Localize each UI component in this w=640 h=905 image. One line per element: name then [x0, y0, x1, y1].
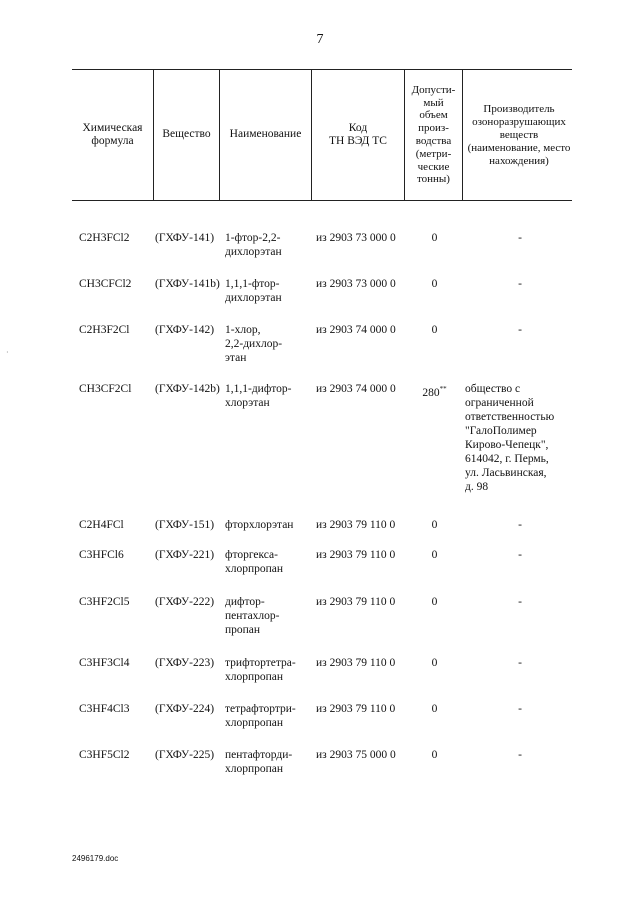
cell-code-text: из 2903 79 110 0	[316, 703, 396, 715]
cell-volume-text: 0	[431, 519, 438, 531]
cell-producer-text: -	[518, 232, 522, 244]
cell-code	[316, 323, 406, 337]
cell-substance	[155, 231, 219, 245]
cell-formula-text: C3HFCl6	[79, 549, 124, 561]
cell-volume	[407, 382, 462, 400]
cell-volume	[407, 656, 462, 670]
cell-name-text: тетрафтортри- хлорпропан	[225, 703, 296, 729]
cell-name	[225, 548, 315, 576]
cell-formula-text: C3HF3Cl4	[79, 657, 130, 669]
cell-producer-text: -	[518, 749, 522, 761]
cell-producer-text: -	[518, 596, 522, 608]
cell-formula	[79, 518, 155, 532]
cell-code-text: из 2903 74 000 0	[316, 324, 396, 336]
cell-volume	[407, 323, 462, 337]
cell-volume	[407, 702, 462, 716]
header-producer: Производитель озоноразрушающих веществ (наименование, место нахождения)	[467, 102, 571, 167]
header-formula: Химическая формула	[82, 121, 143, 147]
cell-volume-text: 0	[431, 232, 438, 244]
cell-producer-text: -	[518, 519, 522, 531]
cell-volume	[407, 231, 462, 245]
cell-name-text: фторхлорэтан	[225, 519, 294, 531]
cell-formula-text: CH3CFCl2	[79, 278, 132, 290]
cell-name-text: трифтортетра- хлорпропан	[225, 657, 296, 683]
cell-producer	[465, 323, 575, 337]
cell-volume	[407, 277, 462, 291]
volume-footnote-mark: **	[439, 385, 447, 393]
cell-substance	[155, 277, 219, 291]
cell-code	[316, 382, 406, 396]
cell-name-text: 1,1,1-дифтор- хлорэтан	[225, 383, 292, 409]
cell-code	[316, 595, 406, 609]
cell-volume	[407, 748, 462, 762]
cell-name	[225, 277, 315, 305]
cell-volume-text: 0	[431, 324, 438, 336]
cell-code	[316, 702, 406, 716]
cell-formula	[79, 382, 155, 396]
cell-formula	[79, 656, 155, 670]
cell-volume-text: 0	[431, 703, 438, 715]
cell-substance	[155, 518, 219, 532]
cell-producer-text: -	[518, 324, 522, 336]
cell-code-text: из 2903 73 000 0	[316, 232, 396, 244]
cell-substance-text: (ГХФУ-224)	[155, 703, 215, 715]
cell-producer	[465, 595, 575, 609]
cell-formula	[79, 231, 155, 245]
header-bottom-rule	[72, 200, 572, 201]
cell-formula-text: C3HF4Cl3	[79, 703, 130, 715]
cell-substance	[155, 382, 219, 396]
cell-name-text: 1-хлор, 2,2-дихлор- этан	[225, 324, 283, 364]
cell-code	[316, 548, 406, 562]
cell-volume-text: 0	[431, 596, 438, 608]
cell-volume	[407, 595, 462, 609]
cell-volume	[407, 518, 462, 532]
cell-name-text: пентафторди- хлорпропан	[225, 749, 293, 775]
cell-substance-text: (ГХФУ-142b)	[155, 383, 220, 395]
cell-volume-text: 0	[431, 657, 438, 669]
cell-name-text: 1,1,1-фтор- дихлорэтан	[225, 278, 282, 304]
cell-formula-text: C2H3FCl2	[79, 232, 130, 244]
cell-code	[316, 656, 406, 670]
cell-formula	[79, 595, 155, 609]
cell-name	[225, 231, 315, 259]
cell-code	[316, 748, 406, 762]
cell-formula	[79, 277, 155, 291]
page-number: 7	[316, 32, 324, 47]
cell-producer	[465, 656, 575, 670]
cell-substance	[155, 656, 219, 670]
cell-substance-text: (ГХФУ-151)	[155, 519, 215, 531]
cell-volume-text: 0	[431, 749, 438, 761]
cell-code-text: из 2903 75 000 0	[316, 749, 396, 761]
cell-formula	[79, 702, 155, 716]
cell-producer-text: общество с ограниченной ответственностью "ГалоПолимер Кирово-Чепецк", 614042, г. Пермь, ул. Ласьвинская, д. 98	[465, 383, 555, 493]
cell-producer	[465, 548, 575, 562]
cell-formula-text: C3HF5Cl2	[79, 749, 130, 761]
cell-name-text: дифтор- пентахлор- пропан	[225, 596, 280, 636]
cell-producer	[465, 277, 575, 291]
cell-formula-text: C2H3F2Cl	[79, 324, 130, 336]
cell-volume-text: 0	[431, 549, 438, 561]
cell-name-text: фторгекса- хлорпропан	[225, 549, 284, 575]
cell-substance	[155, 323, 219, 337]
cell-substance	[155, 702, 219, 716]
cell-producer-text: -	[518, 657, 522, 669]
cell-substance-text: (ГХФУ-142)	[155, 324, 215, 336]
cell-formula	[79, 748, 155, 762]
cell-volume	[407, 548, 462, 562]
cell-code-text: из 2903 79 110 0	[316, 657, 396, 669]
cell-code	[316, 231, 406, 245]
cell-producer-text: -	[518, 703, 522, 715]
cell-volume-text: 0	[431, 278, 438, 290]
cell-name	[225, 323, 315, 365]
cell-code-text: из 2903 73 000 0	[316, 278, 396, 290]
margin-mark: ·	[6, 348, 9, 357]
cell-producer	[465, 518, 575, 532]
cell-producer	[465, 748, 575, 762]
cell-substance	[155, 548, 219, 562]
cell-code	[316, 277, 406, 291]
cell-formula-text: C2H4FCl	[79, 519, 124, 531]
cell-name	[225, 702, 315, 730]
cell-formula-text: CH3CF2Cl	[79, 383, 132, 395]
cell-name	[225, 656, 315, 684]
cell-code-text: из 2903 79 110 0	[316, 549, 396, 561]
cell-substance-text: (ГХФУ-141)	[155, 232, 215, 244]
cell-substance	[155, 748, 219, 762]
cell-substance-text: (ГХФУ-141b)	[155, 278, 220, 290]
cell-substance-text: (ГХФУ-223)	[155, 657, 215, 669]
cell-substance-text: (ГХФУ-222)	[155, 596, 215, 608]
header-substance: Вещество	[162, 128, 211, 141]
cell-name	[225, 382, 315, 410]
cell-name	[225, 748, 315, 776]
cell-code-text: из 2903 79 110 0	[316, 596, 396, 608]
cell-volume-text: 280	[422, 386, 440, 399]
cell-code	[316, 518, 406, 532]
cell-producer	[465, 231, 575, 245]
cell-code-text: из 2903 79 110 0	[316, 519, 396, 531]
cell-formula	[79, 323, 155, 337]
cell-substance-text: (ГХФУ-225)	[155, 749, 215, 761]
cell-producer-text: -	[518, 549, 522, 561]
footer-filename: 2496179.doc	[72, 854, 119, 863]
header-volume: Допусти- мый объем произ- водства (метри- ческие тонны)	[411, 83, 456, 186]
cell-producer	[465, 382, 575, 494]
cell-substance-text: (ГХФУ-221)	[155, 549, 215, 561]
header-name: Наименование	[229, 128, 302, 141]
cell-producer	[465, 702, 575, 716]
cell-formula	[79, 548, 155, 562]
cell-formula-text: C3HF2Cl5	[79, 596, 130, 608]
cell-name-text: 1-фтор-2,2- дихлорэтан	[225, 232, 282, 258]
cell-name	[225, 595, 315, 637]
cell-producer-text: -	[518, 278, 522, 290]
cell-code-text: из 2903 74 000 0	[316, 383, 396, 395]
cell-substance	[155, 595, 219, 609]
cell-name	[225, 518, 315, 532]
header-code: Код ТН ВЭД ТС	[329, 121, 387, 147]
